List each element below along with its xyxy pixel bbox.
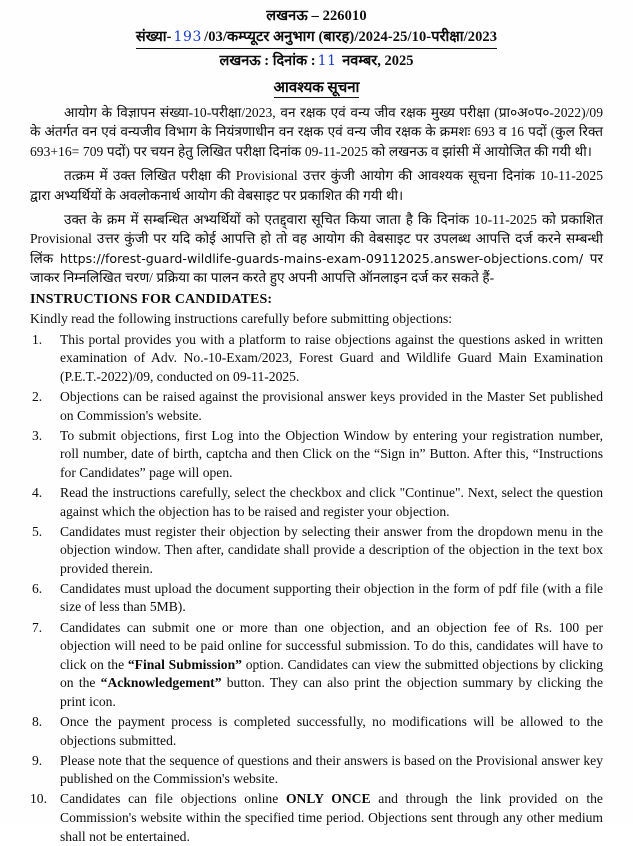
instruction-item-6: Candidates must upload the document supporting their objection in the form of pdf file (with a file size of less than 5MB).	[60, 580, 603, 615]
reference-number-underlined	[136, 27, 497, 49]
acknowledgement-label: “Acknowledgement”	[100, 675, 222, 691]
sankhya-label: संख्या-	[135, 29, 172, 45]
city-pin-line	[0, 6, 633, 27]
instruction-item-7-part2: option. Candidates can view the submitted objections by clicking on the	[60, 656, 603, 691]
final-submission-label: “Final Submission”	[127, 656, 242, 672]
only-once-label: ONLY ONCE	[285, 791, 371, 807]
instruction-item-7	[30, 619, 603, 712]
instruction-item-9: Please note that the sequence of questions and their answers is based on the Provisional answer key published on the Commission's website.	[60, 752, 603, 787]
objection-portal-link[interactable]: https://forest-guard-wildlife-guards-mains-exam-09112025.answer-objections.com/	[59, 250, 584, 266]
sankhya-rest: /03/कम्प्यूटर अनुभाग (बारह)/2024-25/10-परीक्षा/2023	[204, 29, 498, 45]
hindi-paragraph-3-before-link: उक्त के क्रम में सम्बन्धित अभ्यर्थियों को एतद्द्वारा सूचित किया जाता है कि दिनांक 10-11-2025 को प्रकाशित Provisional उत्तर कुंजी पर यदि कोई आपत्ति हो तो वह आयोग की वेबसाइट पर उपलब्ध आपत्ति दर्ज करने सम्बन्धी लिंक	[30, 212, 603, 266]
reference-number-line	[0, 27, 633, 49]
date-suffix: नवम्बर, 2025	[342, 53, 414, 69]
hindi-paragraph-3	[30, 210, 603, 288]
instruction-item-8: Once the payment process is completed successfully, no modifications will be allowed to the objections submitted.	[60, 714, 603, 748]
instructions-subheading: Kindly read the following instructions carefully before submitting objections:	[30, 310, 453, 326]
instruction-item-3: To submit objections, first Log into the Objection Window by entering your registration number, roll number, date of birth, captcha and then Click on the “Sign in” Button. After this, “Instructions for Candidates” page will open.	[60, 427, 603, 480]
instruction-item-7-part3: button. They can also print the objection summary by clicking the print icon.	[60, 675, 603, 709]
instructions-heading: INSTRUCTIONS FOR CANDIDATES:	[30, 291, 273, 307]
notice-title-text: आवश्यक सूचना	[274, 77, 360, 98]
hindi-paragraph-1: आयोग के विज्ञापन संख्या-10-परीक्षा/2023, वन रक्षक एवं वन्य जीव रक्षक मुख्य परीक्षा (प्रा०अ०प०-2022)/09 के अंतर्गत वन एवं वन्यजीव विभाग के नियंत्रणाधीन वन रक्षक एवं वन्य जीव रक्षक के क्रमशः 693 व 16 पदों (कुल रिक्त 693+16= 709 पदों) पर चयन हेतु लिखित परीक्षा दिनांक 09-11-2025 को लखनऊ व झांसी में आयोजित की गयी थी।	[30, 105, 603, 159]
sankhya-handwritten-number: 193	[173, 29, 203, 45]
notice-title	[0, 77, 633, 98]
instruction-item-4: Read the instructions carefully, select the checkbox and click "Continue". Next, select the question against which the objection has to be raised and register your objection.	[60, 484, 603, 519]
instruction-item-7-part1: Candidates can submit one or more than one objection, and an objection fee of Rs. 100 per objection will need to be paid online for successful submission. To do this, candidates will have to click on the	[60, 619, 603, 672]
city-pin-text: लखनऊ – 226010	[266, 8, 367, 24]
instruction-item-5: Candidates must register their objection by selecting their answer from the dropdown menu in the objection window. Then after, candidate shall provide a description of the objection in the text box provided therein.	[60, 523, 603, 576]
document-header	[0, 0, 633, 98]
instruction-item-2: Objections can be raised against the provisional answer keys provided in the Master Set published on Commission's website.	[60, 388, 603, 423]
instruction-item-1: This portal provides you with a platform to raise objections against the questions asked in written examination of Adv. No.-10-Exam/2023, Forest Guard and Wildlife Guard Main Examination (P.E.T.-2022)/09, conducted on 09-11-2025.	[60, 331, 603, 384]
instruction-item-10	[30, 790, 603, 846]
place-date-prefix: लखनऊ : दिनांक :	[219, 53, 316, 69]
instruction-item-10-part1: Candidates can file objections online	[60, 791, 279, 807]
hindi-paragraph-3-after-link: पर जाकर निम्नलिखित चरण/ प्रक्रिया का पालन करते हुए अपनी आपत्ति ऑनलाइन दर्ज कर सकते हैं-	[30, 250, 603, 286]
instruction-item-10-part2: and through the link provided on the Commission's website within the specified time period. Objections sent through any other medium shall not be entertained.	[60, 791, 603, 844]
date-handwritten-number: 11	[317, 53, 337, 69]
hindi-paragraph-2: तत्क्रम में उक्त लिखित परीक्षा की Provisional उत्तर कुंजी आयोग की आवश्यक सूचना दिनांक 10-11-2025 द्वारा अभ्यर्थियों के अवलोकनार्थ आयोग की वेबसाइट पर प्रकाशित की गयी थी।	[30, 168, 603, 203]
instructions-list	[30, 331, 603, 846]
place-date-line	[0, 50, 633, 70]
